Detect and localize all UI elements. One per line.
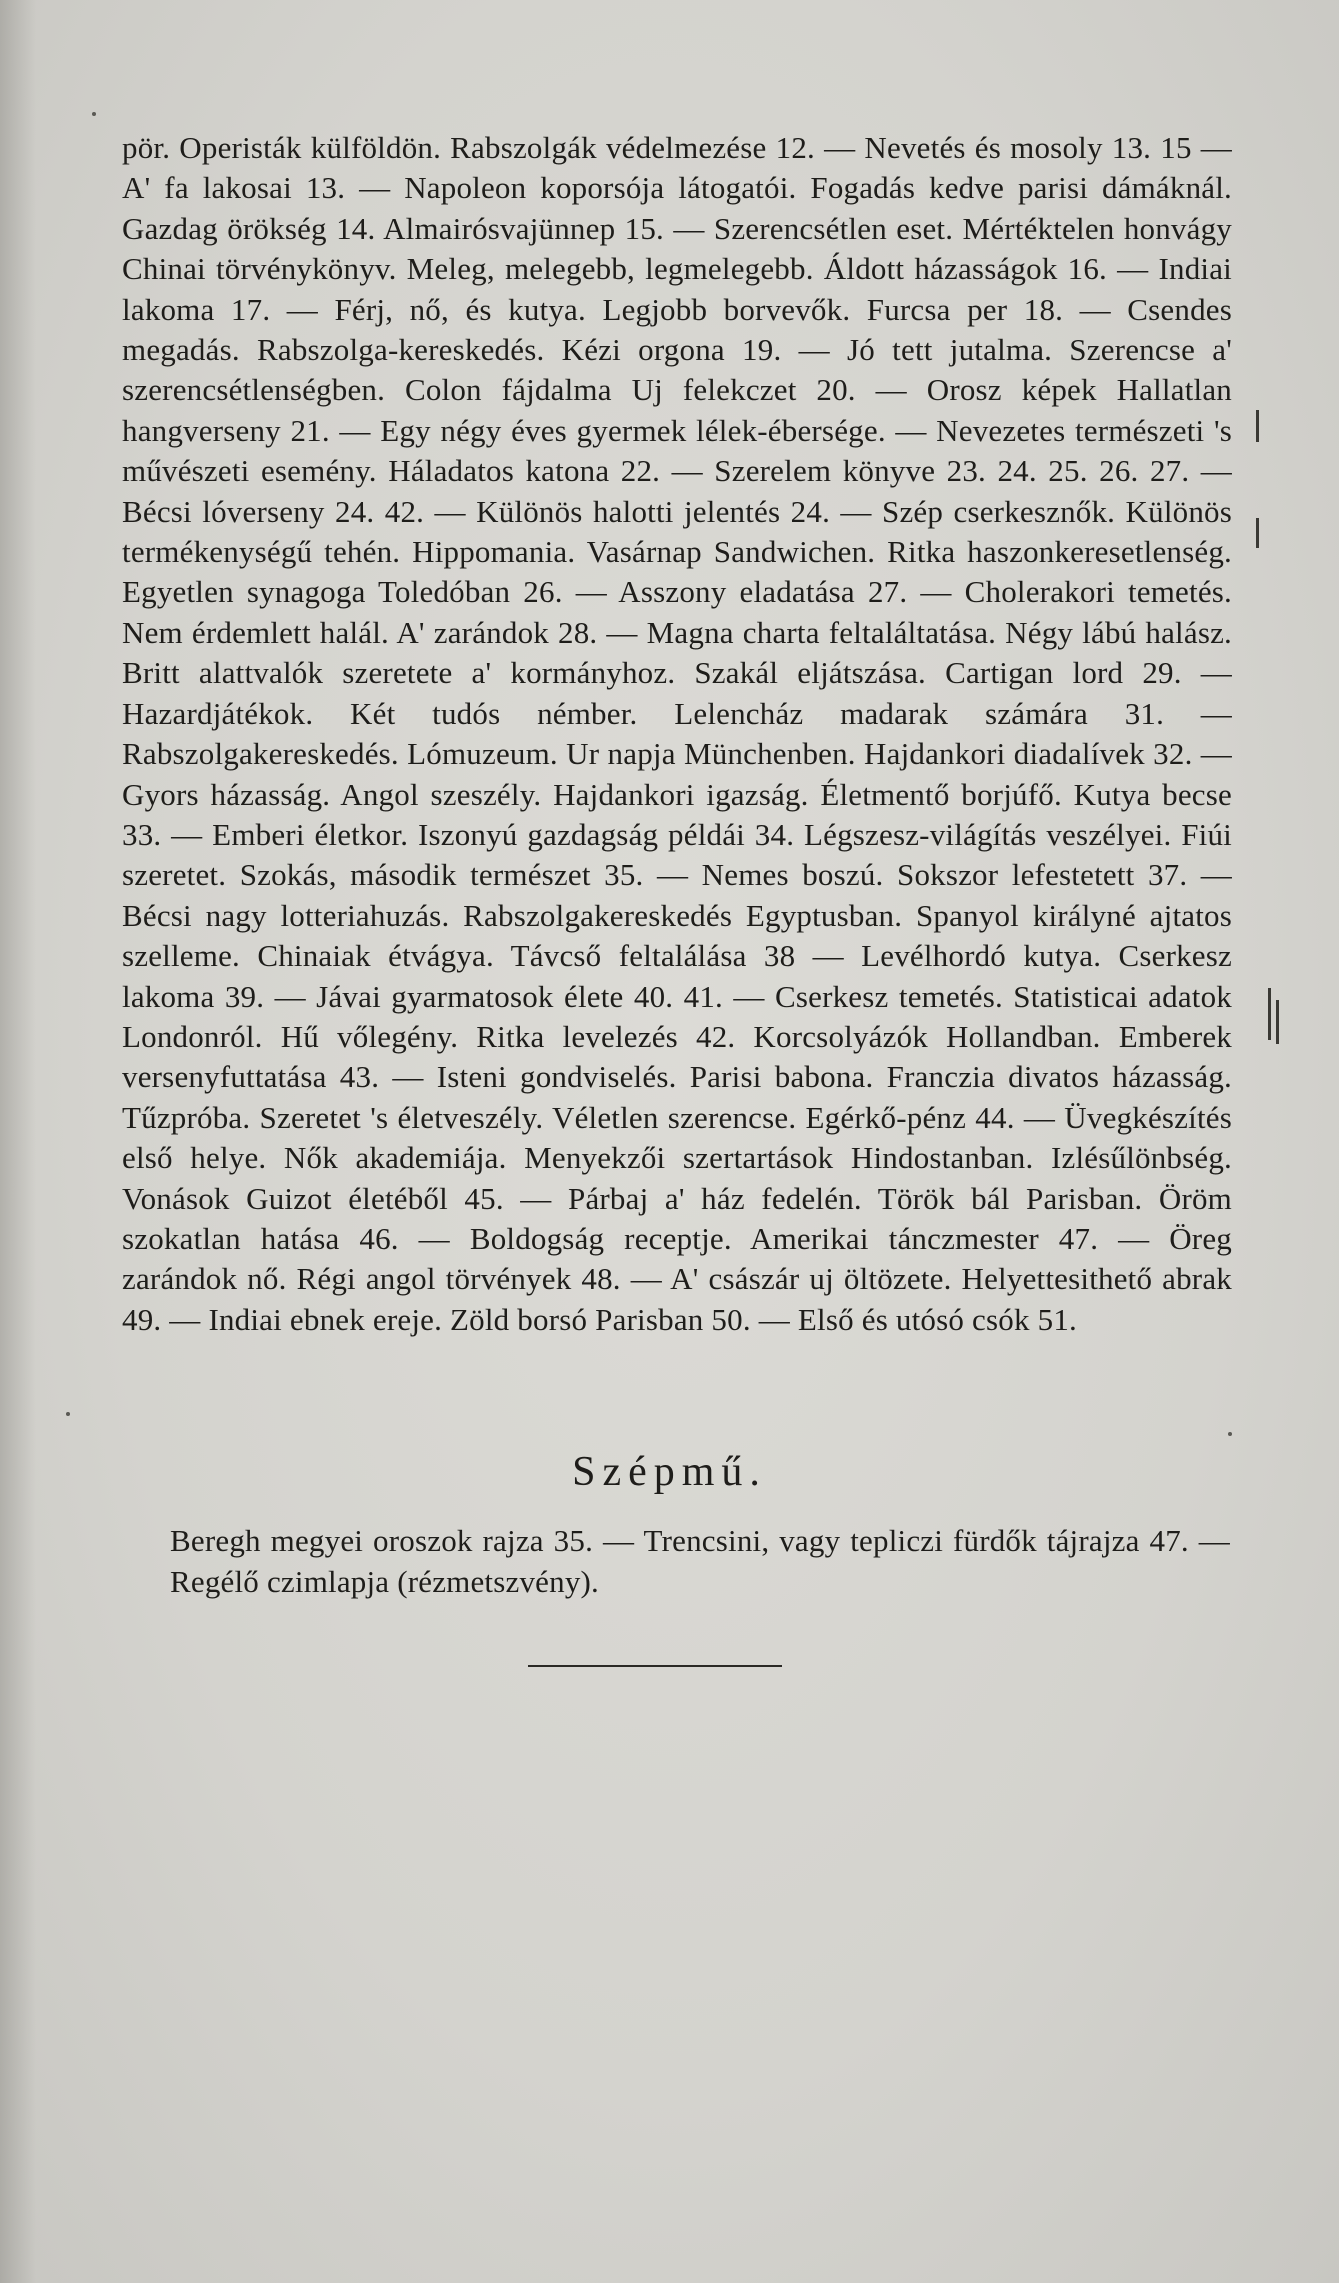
art-paragraph: Beregh megyei oroszok rajza 35. — Trencsini, vagy tepliczi fürdők tájrajza 47. — Regélő czimlapja (rézmetszvény). [170, 1523, 1230, 1599]
margin-mark [1276, 1000, 1279, 1044]
section-heading: Szépmű. [572, 1449, 767, 1495]
margin-mark [1256, 410, 1259, 442]
closing-rule [528, 1665, 782, 1667]
ink-speck [66, 1412, 70, 1416]
page-gutter-shadow [0, 0, 36, 2283]
margin-mark [1256, 518, 1259, 548]
index-paragraph: pör. Operisták külföldön. Rabszolgák védelmezése 12. — Nevetés és mosoly 13. 15 — A' fa lakosai 13. — Napoleon koporsója látogatói. Fogadás kedve parisi dámáknál. Gazdag örökség 14. Almairósvajünnep 15. — Szerencsétlen eset. Mértéktelen honvágy Chinai törvénykönyv. Meleg, melegebb, legmelegebb. Áldott házasságok 16. — Indiai lakoma 17. — Férj, nő, és kutya. Legjobb borvevők. Furcsa per 18. — Csendes megadás. Rabszolga-kereskedés. Kézi orgona 19. — Jó tett jutalma. Szerencse a' szerencsétlenségben. Colon fájdalma Uj felekczet 20. — Orosz képek Hallatlan hangverseny 21. — Egy négy éves gyermek lélek-ébersége. — Nevezetes természeti 's művészeti esemény. Háladatos katona 22. — Szerelem könyve 23. 24. 25. 26. 27. — Bécsi lóverseny 24. 42. — Különös halotti jelentés 24. — Szép cserkesznők. Különös termékenységű tehén. Hippomania. Vasárnap Sandwichen. Ritka haszonkeresetlenség. Egyetlen synagoga Toledóban 26. — Asszony eladatása 27. — Cholerakori temetés. Nem érdemlett halál. A' zarándok 28. — Magna charta feltaláltatása. Négy lábú halász. Britt alattvalók szeretete a' kormányhoz. Szakál eljátszása. Cartigan lord 29. — Hazardjátékok. Két tudós némber. Lelencház madarak számára 31. — Rabszolgakereskedés. Lómuzeum. Ur napja Münchenben. Hajdankori diadalívek 32. — Gyors házasság. Angol szeszély. Hajdankori igazság. Életmentő borjúfő. Kutya becse 33. — Emberi életkor. Iszonyú gazdagság példái 34. Légszesz-világítás veszélyei. Fiúi szeretet. Szokás, második természet 35. — Nemes boszú. Sokszor lefestetett 37. — Bécsi nagy lotteriahuzás. Rabszolgakereskedés Egyptusban. Spanyol királyné ajtatos szelleme. Chinaiak étvágya. Távcső feltalálása 38 — Levélhordó kutya. Cserkesz lakoma 39. — Jávai gyarmatosok élete 40. 41. — Cserkesz temetés. Statisticai adatok Londonról. Hű vőlegény. Ritka levelezés 42. Korcsolyázók Hollandban. Emberek versenyfuttatása 43. — Isteni gondviselés. Parisi babona. Franczia divatos házasság. Tűzpróba. Szeretet 's életveszély. Véletlen szerencse. Egérkő-pénz 44. — Üvegkészítés első helye. Nők akademiája. Menyekzői szertartások Hindostanban. Izlésűlönbség. Vonások Guizot életéből 45. — Párbaj a' ház fedelén. Török bál Parisban. Öröm szokatlan hatása 46. — Boldogság receptje. Amerikai tánczmester 47. — Öreg zarándok nő. Régi angol törvények 48. — A' császár uj öltözete. Helyettesithető abrak 49. — Indiai ebnek ereje. Zöld borsó Parisban 50. — Első és utósó csók 51. [122, 130, 1232, 1337]
ink-speck [1228, 1432, 1232, 1436]
ink-speck [92, 112, 96, 116]
margin-mark [1268, 988, 1271, 1040]
